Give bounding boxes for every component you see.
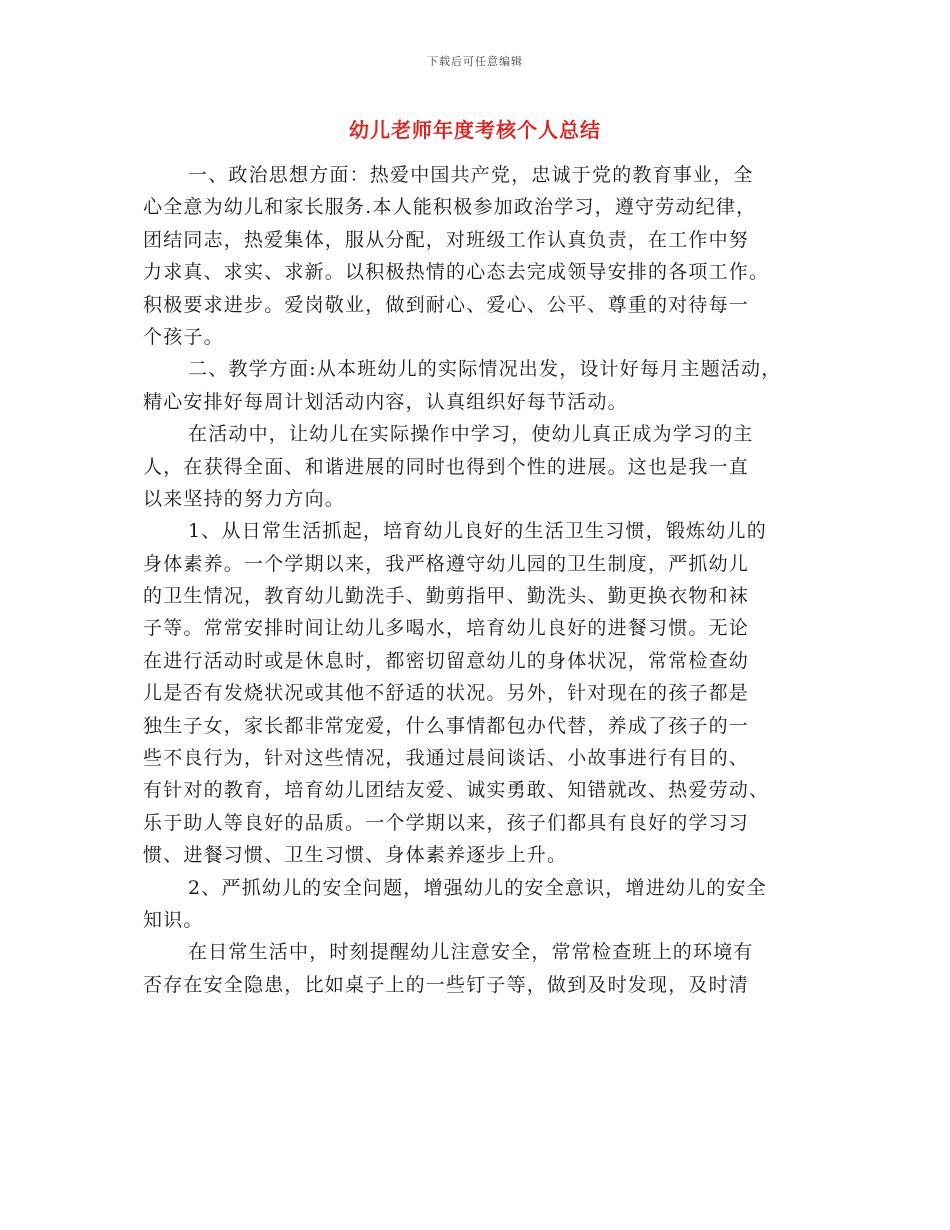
- paragraph-line: 知识。: [143, 908, 204, 931]
- paragraph-line: 力求真、求实、求新。以积极热情的心态去完成领导安排的各项工作。: [143, 261, 770, 284]
- paragraph-line: 惯、进餐习惯、卫生习惯、身体素养逐步上升。: [143, 844, 568, 867]
- paragraph-line: 有针对的教育，培育幼儿团结友爱、诚实勇敢、知错就改、热爱劳动、: [143, 779, 770, 802]
- paragraph-line: 儿是否有发烧状况或其他不舒适的状况。另外，针对现在的孩子都是: [143, 682, 750, 705]
- paragraph-line: 二、教学方面:从本班幼儿的实际情况出发，设计好每月主题活动，: [188, 358, 782, 381]
- paragraph-line: 在日常生活中，时刻提醒幼儿注意安全，常常检查班上的环境有: [188, 941, 754, 964]
- paragraph-line: 人，在获得全面、和谐进展的同时也得到个性的进展。这也是我一直: [143, 455, 750, 478]
- paragraph-line: 在进行活动时或是休息时，都密切留意幼儿的身体状况，常常检查幼: [143, 649, 750, 672]
- paragraph-line: 心全意为幼儿和家长服务.本人能积极参加政治学习，遵守劳动纪律，: [143, 196, 757, 219]
- paragraph-line: 否存在安全隐患，比如桌子上的一些钉子等，做到及时发现，及时清: [143, 973, 750, 996]
- paragraph-line: 一、政治思想方面：热爱中国共产党，忠诚于党的教育事业，全: [188, 164, 754, 186]
- paragraph-line: 子等。常常安排时间让幼儿多喝水，培育幼儿良好的进餐习惯。无论: [143, 617, 750, 640]
- paragraph-line: 以来坚持的努力方向。: [143, 487, 346, 510]
- paragraph-line: 独生子女，家长都非常宠爱，什么事情都包办代替，养成了孩子的一: [143, 714, 750, 737]
- paragraph-line: 1、从日常生活抓起，培育幼儿良好的生活卫生习惯，锻炼幼儿的: [188, 520, 767, 543]
- document-body: [143, 159, 823, 1001]
- paragraph-line: 积极要求进步。爱岗敬业，做到耐心、爱心、公平、尊重的对待每一: [143, 293, 750, 316]
- paragraph-line: 在活动中，让幼儿在实际操作中学习，使幼儿真正成为学习的主: [188, 423, 754, 446]
- paragraph-line: 身体素养。一个学期以来，我严格遵守幼儿园的卫生制度，严抓幼儿: [143, 552, 750, 575]
- paragraph-line: 2、严抓幼儿的安全问题，增强幼儿的安全意识，增进幼儿的安全: [188, 876, 767, 899]
- paragraph-line: 精心安排好每周计划活动内容，认真组织好每节活动。: [143, 390, 628, 413]
- paragraph-line: 团结同志，热爱集体，服从分配，对班级工作认真负责，在工作中努: [143, 228, 750, 251]
- paragraph-line: 个孩子。: [143, 325, 224, 348]
- page-header-note: 下载后可任意编辑: [427, 55, 523, 68]
- paragraph-line: 些不良行为，针对这些情况，我通过晨间谈话、小故事进行有目的、: [143, 747, 750, 770]
- paragraph-line: 乐于助人等良好的品质。一个学期以来，孩子们都具有良好的学习习: [143, 811, 750, 834]
- paragraph-line: 的卫生情况，教育幼儿勤洗手、勤剪指甲、勤洗头、勤更换衣物和袜: [143, 585, 750, 608]
- document-title: 幼儿老师年度考核个人总结: [349, 118, 601, 142]
